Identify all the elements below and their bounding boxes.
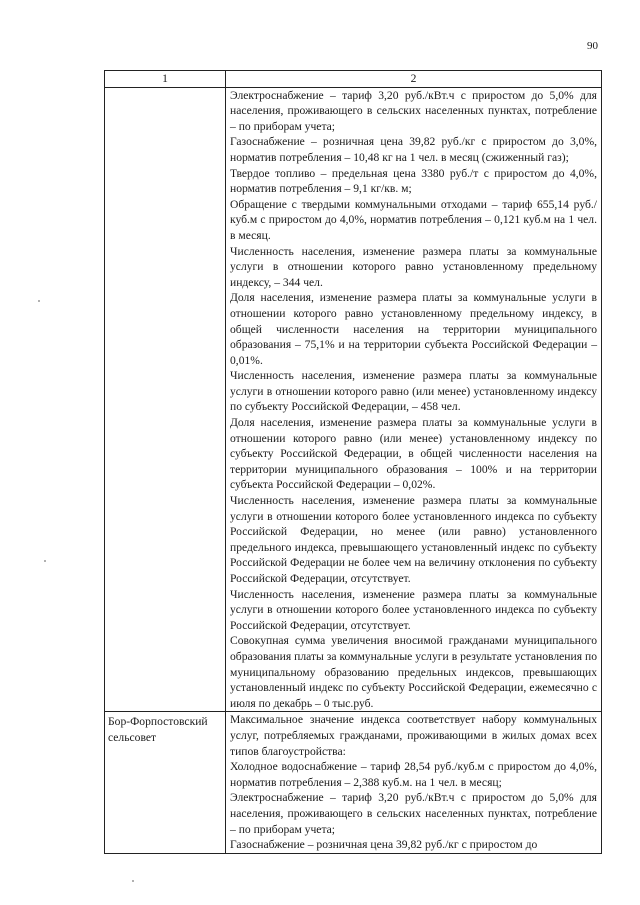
paragraph: Доля населения, изменение размера платы за коммунальные услуги в отношении которого равно установленному предельному индексу, в общей численности населения на территории муниципального образования – 75,1% и на территории субъекта Российской Федерации – 0,01%. xyxy=(230,291,597,367)
paragraph: Холодное водоснабжение – тариф 28,54 руб./куб.м с приростом до 4,0%, норматив потребления – 2,388 куб.м. на 1 чел. в месяц; xyxy=(230,760,597,789)
scan-speck xyxy=(38,300,40,302)
scan-speck xyxy=(132,880,134,882)
paragraph: Газоснабжение – розничная цена 39,82 руб./кг с приростом до xyxy=(230,838,538,852)
paragraph: Электроснабжение – тариф 3,20 руб./кВт.ч с приростом до 5,0% для населения, проживающего в сельских населенных пунктах, потребление – по приборам учета; xyxy=(230,88,597,133)
table-row xyxy=(105,87,602,712)
column-header-2: 2 xyxy=(226,71,602,88)
paragraph: Численность населения, изменение размера платы за коммунальные услуги в отношении которого равно (или менее) установленному индексу по субъекту Российской Федерации, – 458 чел. xyxy=(230,369,597,414)
table-row xyxy=(105,712,602,853)
paragraph: Обращение с твердыми коммунальными отходами – тариф 655,14 руб./куб.м с приростом до 4,0%, норматив потребления – 0,121 куб.м на 1 чел. в месяц. xyxy=(230,197,597,242)
paragraph: Численность населения, изменение размера платы за коммунальные услуги в отношении которого более установленного индекса по субъекту Российской Федерации, но менее (или равно) установленного предельного индекса, превышающего установленный индекс по субъекту Российской Федерации не более чем на величину отклонения по субъекту Российской Федерации, отсутствует. xyxy=(230,494,597,585)
municipality-cell: Бор-Форпостовский сельсовет xyxy=(105,712,226,853)
description-cell xyxy=(226,87,602,712)
paragraph: Численность населения, изменение размера платы за коммунальные услуги в отношении которого более установленного индекса по субъекту Российской Федерации, отсутствует. xyxy=(230,587,597,632)
description-cell xyxy=(226,712,602,853)
municipality-cell xyxy=(105,87,226,712)
column-header-1: 1 xyxy=(105,71,226,88)
scan-speck xyxy=(44,560,46,562)
paragraph: Твердое топливо – предельная цена 3380 руб./т с приростом до 4,0%, норматив потребления – 9,1 кг/кв. м; xyxy=(230,166,597,196)
table-header-row xyxy=(105,71,602,88)
paragraph: Совокупная сумма увеличения вносимой гражданами муниципального образования платы за коммунальные услуги в результате установления по муниципальному образованию предельных индексов, превышающих установленный индекс по субъекту Российской Федерации, ежемесячно с июля по декабрь – 0 тыс.руб. xyxy=(230,634,597,710)
paragraph: Электроснабжение – тариф 3,20 руб./кВт.ч с приростом до 5,0% для населения, проживающего в сельских населенных пунктах, потребление – по приборам учета; xyxy=(230,791,597,836)
paragraph: Численность населения, изменение размера платы за коммунальные услуги в отношении которого равно установленному предельному индексу, – 344 чел. xyxy=(230,244,597,289)
paragraph: Максимальное значение индекса соответствует набору коммунальных услуг, потребляемых гражданами, проживающими в жилых домах всех типов благоустройства: xyxy=(230,713,597,758)
paragraph: Доля населения, изменение размера платы за коммунальные услуги в отношении которого равно (или менее) установленному индексу по субъекту Российской Федерации, в общей численности населения на территории муниципального образования – 100% и на территории субъекта Российской Федерации – 0,02%. xyxy=(230,416,597,492)
page-number: 90 xyxy=(587,40,598,52)
data-table xyxy=(104,70,602,854)
paragraph: Газоснабжение – розничная цена 39,82 руб./кг с приростом до 3,0%, норматив потребления – 10,48 кг на 1 чел. в месяц (сжиженный газ); xyxy=(230,135,597,164)
